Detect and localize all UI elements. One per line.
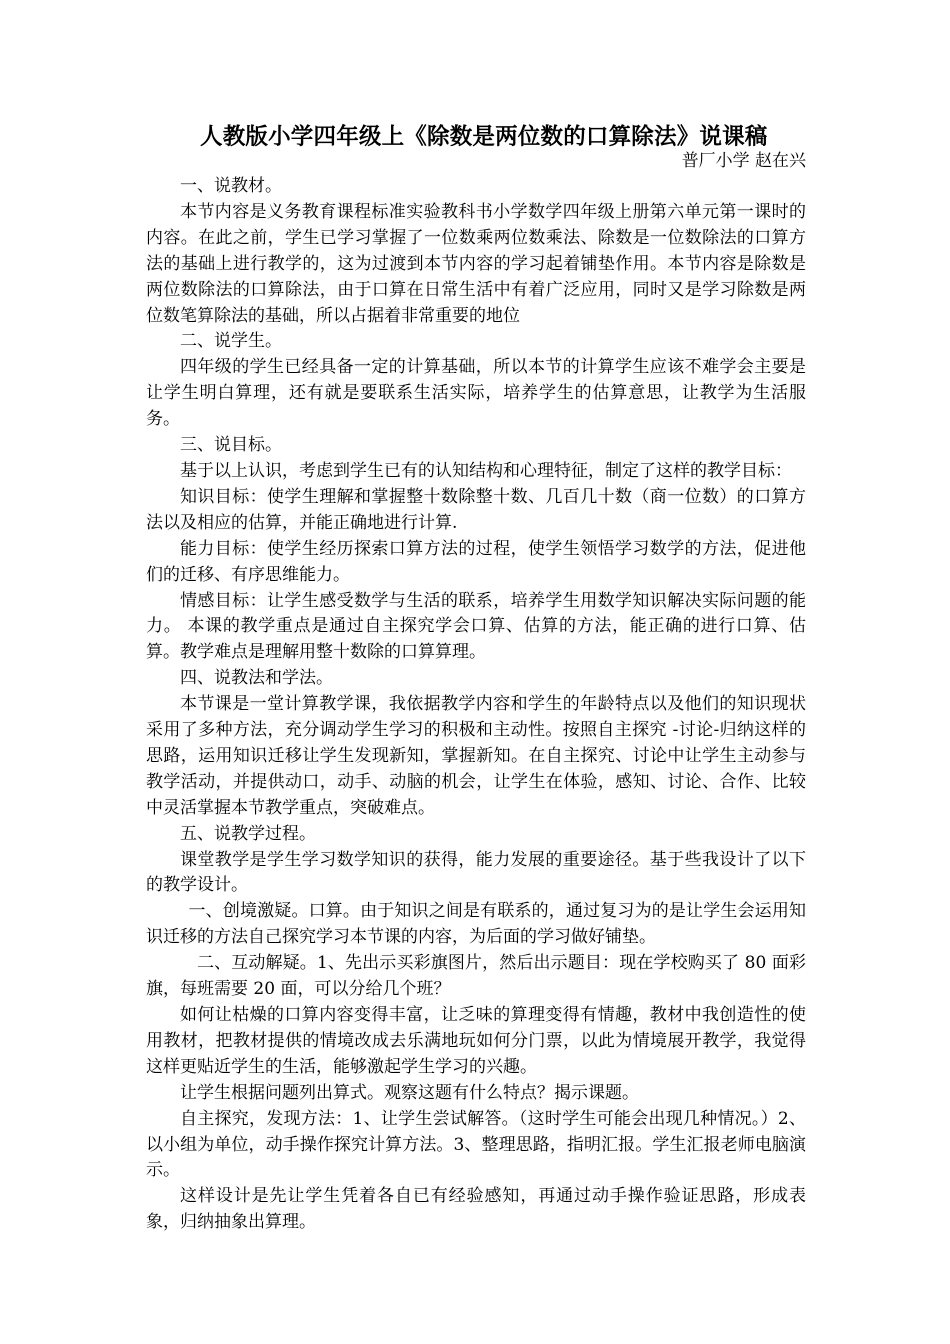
section-heading-students: 二、说学生。 [180,331,282,352]
paragraph: 知识目标：使学生理解和掌握整十数除整十数、几百几十数（商一位数）的口算方法以及相应的估算，并能正确地进行计算. [146,486,806,533]
paragraph: 这样设计是先让学生凭着各自已有经验感知，再通过动手操作验证思路，形成表象，归纳抽象出算理。 [146,1186,806,1233]
paragraph: 一、创境激疑。口算。由于知识之间是有联系的，通过复习为的是让学生会运用知识迁移的方法自己探究学习本节课的内容，为后面的学习做好铺垫。 [146,901,806,948]
paragraph: 能力目标：使学生经历探索口算方法的过程，使学生领悟学习数学的方法，促进他们的迁移、有序思维能力。 [146,538,806,585]
paragraph: 如何让枯燥的口算内容变得丰富，让乏味的算理变得有情趣，教材中我创造性的使用教材，把教材提供的情境改成去乐满地玩如何分门票，以此为情境展开教学，我觉得这样更贴近学生的生活，能够激起学生学习的兴趣。 [146,1005,806,1077]
author-line: 普厂小学 赵在兴 [681,151,806,171]
paragraph: 本节课是一堂计算教学课，我依据教学内容和学生的年龄特点以及他们的知识现状采用了多种方法，充分调动学生学习的积极和主动性。按照自主探究 -讨论-归纳这样的思路，运用知识迁移让学生发现新知，掌握新知。在自主探究、讨论中让学生主动参与教学活动，并提供动口，动手、动脑的机会，让学生在体验，感知、讨论、合作、比较中灵活掌握本节教学重点，突破难点。 [146,694,806,818]
paragraph: 基于以上认识，考虑到学生已有的认知结构和心理特征，制定了这样的教学目标： [180,460,792,481]
paragraph: 二、互动解疑。1、先出示买彩旗图片，然后出示题目：现在学校购买了 80 面彩旗，每班需要 20 面，可以分给几个班？ [146,953,806,1000]
document-title: 人教版小学四年级上《除数是两位数的口算除法》说课稿 [200,124,768,150]
section-heading-goals: 三、说目标。 [180,435,282,456]
paragraph: 情感目标：让学生感受数学与生活的联系，培养学生用数学知识解决实际问题的能力。 本课的教学重点是通过自主探究学会口算、估算的方法，能正确的进行口算、估算。教学难点是理解用整十数除的口算算理。 [146,590,806,663]
document-body [146,174,806,1236]
section-heading-methods: 四、说教法和学法。 [180,668,333,689]
paragraph: 让学生根据问题列出算式。观察这题有什么特点？揭示课题。 [180,1082,639,1103]
paragraph: 四年级的学生已经具备一定的计算基础，所以本节的计算学生应该不难学会主要是让学生明白算理，还有就是要联系生活实际，培养学生的估算意思，让教学为生活服务。 [146,357,806,430]
paragraph: 本节内容是义务教育课程标准实验教科书小学数学四年级上册第六单元第一课时的内容。在此之前，学生已学习掌握了一位数乘两位数乘法、除数是一位数除法的口算方法的基础上进行教学的，这为过渡到本节内容的学习起着铺垫作用。本节内容是除数是两位数除法的口算除法，由于口算在日常生活中有着广泛应用，同时又是学习除数是两位数笔算除法的基础，所以占据着非常重要的地位 [146,201,806,326]
paragraph: 自主探究，发现方法：1、让学生尝试解答。（这时学生可能会出现几种情况。）2、以小组为单位，动手操作探究计算方法。3、整理思路，指明汇报。学生汇报老师电脑演示。 [146,1108,806,1181]
paragraph: 课堂教学是学生学习数学知识的获得，能力发展的重要途径。基于些我设计了以下的教学设计。 [146,849,806,896]
section-heading-process: 五、说教学过程。 [180,823,316,844]
section-heading-textbook: 一、说教材。 [180,176,282,196]
